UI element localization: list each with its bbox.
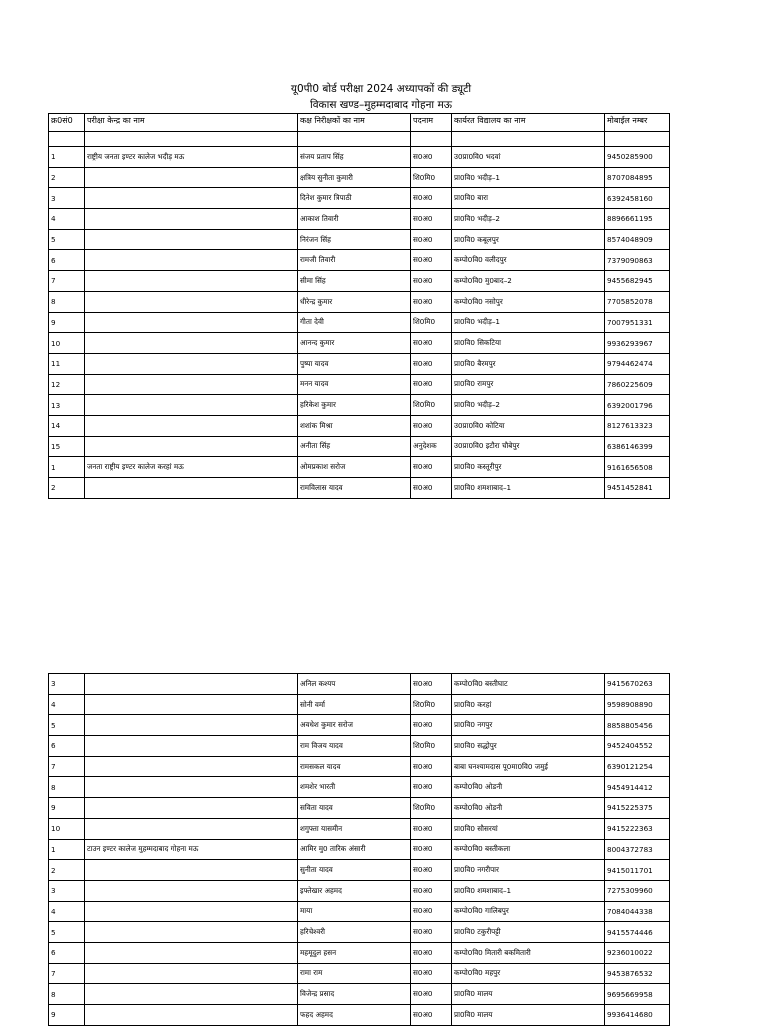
table-row — [49, 415, 670, 436]
table-row — [49, 942, 670, 963]
invigilator-cell: आमिर मु0 तारिक अंसारी — [298, 839, 411, 860]
header-mobile: मोबाईल नम्बर — [605, 114, 670, 132]
table-row — [49, 478, 670, 499]
mobile-cell: 9450285900 — [605, 147, 670, 168]
serial-cell: 13 — [49, 395, 85, 416]
designation-cell: स0अ0 — [411, 839, 452, 860]
blank-cell — [605, 132, 670, 147]
school-cell: प्रा0वि0 नगरीपार — [452, 860, 605, 881]
serial-cell: 2 — [49, 860, 85, 881]
school-cell: प्रा0वि0 बैरमपुर — [452, 353, 605, 374]
invigilator-cell: दिनेश कुमार त्रिपाठी — [298, 188, 411, 209]
invigilator-cell: राम विजय यादव — [298, 736, 411, 757]
invigilator-cell: क्षत्रिय सुनीता कुमारी — [298, 167, 411, 188]
mobile-cell: 9161656508 — [605, 457, 670, 478]
serial-cell: 4 — [49, 901, 85, 922]
school-cell: प्रा0वि0 कस्तूरीपुर — [452, 457, 605, 478]
mobile-cell: 9415670263 — [605, 674, 670, 695]
serial-cell: 4 — [49, 694, 85, 715]
designation-cell: स0अ0 — [411, 1005, 452, 1026]
blank-cell — [452, 132, 605, 147]
school-cell: प्रा0वि0 नगपुर — [452, 715, 605, 736]
table-row — [49, 250, 670, 271]
serial-cell: 7 — [49, 271, 85, 292]
exam-center-cell — [85, 736, 298, 757]
mobile-cell: 9455682945 — [605, 271, 670, 292]
table-row — [49, 374, 670, 395]
school-cell: कम्पो0वि0 महपुर — [452, 963, 605, 984]
serial-cell: 6 — [49, 942, 85, 963]
school-cell: प्रा0वि0 कबूलपुर — [452, 229, 605, 250]
school-cell: कम्पो0वि0 मु0बाद–2 — [452, 271, 605, 292]
table-row — [49, 880, 670, 901]
invigilator-cell: ओमप्रकाश सरोज — [298, 457, 411, 478]
serial-cell: 9 — [49, 1005, 85, 1026]
designation-cell: शि0मि0 — [411, 694, 452, 715]
invigilator-cell: रामसकल यादव — [298, 756, 411, 777]
designation-cell: स0अ0 — [411, 209, 452, 230]
serial-cell: 14 — [49, 415, 85, 436]
designation-cell: स0अ0 — [411, 478, 452, 499]
exam-center-cell — [85, 167, 298, 188]
header-exam-center: परीक्षा केन्द्र का नाम — [85, 114, 298, 132]
mobile-cell: 6392001796 — [605, 395, 670, 416]
mobile-cell: 9936293967 — [605, 333, 670, 354]
mobile-cell: 9454914412 — [605, 777, 670, 798]
invigilator-cell: माया — [298, 901, 411, 922]
school-cell: प्रा0वि0 सद्धोपुर — [452, 736, 605, 757]
exam-center-cell — [85, 436, 298, 457]
exam-center-cell — [85, 312, 298, 333]
school-cell: प्रा0वि0 शमशाबाद–1 — [452, 478, 605, 499]
designation-cell: स0अ0 — [411, 963, 452, 984]
invigilator-cell: हरिकेश कुमार — [298, 395, 411, 416]
designation-cell: स0अ0 — [411, 984, 452, 1005]
duty-table-1 — [48, 113, 670, 499]
mobile-cell: 9453876532 — [605, 963, 670, 984]
designation-cell: स0अ0 — [411, 715, 452, 736]
exam-center-cell: राष्ट्रीय जनता इण्टर कालेज भदीड़ मऊ — [85, 147, 298, 168]
invigilator-cell: अनीता सिंह — [298, 436, 411, 457]
exam-center-cell — [85, 333, 298, 354]
designation-cell: शि0मि0 — [411, 798, 452, 819]
designation-cell: स0अ0 — [411, 922, 452, 943]
serial-cell: 10 — [49, 333, 85, 354]
mobile-cell: 9451452841 — [605, 478, 670, 499]
school-cell: बाबा घनश्यामदास पू0मा0वि0 जमुई — [452, 756, 605, 777]
exam-center-cell — [85, 715, 298, 736]
header-school: कार्यरत विद्यालय का नाम — [452, 114, 605, 132]
designation-cell: स0अ0 — [411, 291, 452, 312]
table-row — [49, 436, 670, 457]
exam-center-cell: टाउन इण्टर कालेज मुहम्मदाबाद गोहना मऊ — [85, 839, 298, 860]
invigilator-cell: धीरेन्द्र कुमार — [298, 291, 411, 312]
invigilator-cell: अनिल कश्यप — [298, 674, 411, 695]
serial-cell: 9 — [49, 798, 85, 819]
header-invigilator: कक्ष निरीक्षकों का नाम — [298, 114, 411, 132]
mobile-cell: 9236010022 — [605, 942, 670, 963]
school-cell: कम्पो0वि0 नसोपुर — [452, 291, 605, 312]
mobile-cell: 8896661195 — [605, 209, 670, 230]
blank-cell — [49, 132, 85, 147]
table-row — [49, 333, 670, 354]
exam-center-cell — [85, 694, 298, 715]
invigilator-cell: रामजी तिवारी — [298, 250, 411, 271]
mobile-cell: 9794462474 — [605, 353, 670, 374]
mobile-cell: 7275309960 — [605, 880, 670, 901]
exam-center-cell — [85, 818, 298, 839]
designation-cell: शि0मि0 — [411, 312, 452, 333]
school-cell: प्रा0वि0 रामपुर — [452, 374, 605, 395]
invigilator-cell: रामा राम — [298, 963, 411, 984]
school-cell: कम्पो0वि0 गालिबपुर — [452, 901, 605, 922]
serial-cell: 11 — [49, 353, 85, 374]
table-row — [49, 674, 670, 695]
invigilator-cell: फहद अहमद — [298, 1005, 411, 1026]
header-designation: पदनाम — [411, 114, 452, 132]
designation-cell: स0अ0 — [411, 250, 452, 271]
table-row — [49, 1005, 670, 1026]
school-cell: प्रा0वि0 भदीड़–1 — [452, 167, 605, 188]
exam-center-cell — [85, 374, 298, 395]
mobile-cell: 9415225375 — [605, 798, 670, 819]
serial-cell: 5 — [49, 922, 85, 943]
mobile-cell: 7705852078 — [605, 291, 670, 312]
school-cell: कम्पो0वि0 मितारी बकमितारी — [452, 942, 605, 963]
mobile-cell: 6386146399 — [605, 436, 670, 457]
exam-center-cell — [85, 209, 298, 230]
mobile-cell: 8574048909 — [605, 229, 670, 250]
designation-cell: शि0मि0 — [411, 395, 452, 416]
exam-center-cell — [85, 963, 298, 984]
table-row — [49, 353, 670, 374]
school-cell: प्रा0वि0 बारा — [452, 188, 605, 209]
mobile-cell: 8004372783 — [605, 839, 670, 860]
duty-table-2 — [48, 673, 670, 1026]
invigilator-cell: महमूदुल हसन — [298, 942, 411, 963]
designation-cell: अनुदेशक — [411, 436, 452, 457]
school-cell: कम्पो0वि0 ओडनी — [452, 798, 605, 819]
designation-cell: स0अ0 — [411, 942, 452, 963]
mobile-cell: 9598908890 — [605, 694, 670, 715]
table-row — [49, 694, 670, 715]
serial-cell: 5 — [49, 715, 85, 736]
serial-cell: 1 — [49, 839, 85, 860]
table-row — [49, 798, 670, 819]
school-cell: प्रा0वि0 शमशाबाद–1 — [452, 880, 605, 901]
table-row — [49, 839, 670, 860]
exam-center-cell — [85, 922, 298, 943]
serial-cell: 1 — [49, 457, 85, 478]
table-row — [49, 271, 670, 292]
designation-cell: शि0मि0 — [411, 736, 452, 757]
serial-cell: 6 — [49, 736, 85, 757]
serial-cell: 8 — [49, 777, 85, 798]
school-cell: उ0प्रा0वि0 भदवां — [452, 147, 605, 168]
table-row — [49, 715, 670, 736]
designation-cell: स0अ0 — [411, 818, 452, 839]
invigilator-cell: अवधेश कुमार सरोज — [298, 715, 411, 736]
school-cell: प्रा0वि0 सौसरयां — [452, 818, 605, 839]
school-cell: कम्पो0वि0 ओडनी — [452, 777, 605, 798]
exam-center-cell — [85, 1005, 298, 1026]
designation-cell: स0अ0 — [411, 457, 452, 478]
serial-cell: 2 — [49, 167, 85, 188]
table-row — [49, 167, 670, 188]
invigilator-cell: सीमा सिंह — [298, 271, 411, 292]
designation-cell: स0अ0 — [411, 415, 452, 436]
exam-center-cell — [85, 250, 298, 271]
mobile-cell: 6392458160 — [605, 188, 670, 209]
blank-row — [49, 132, 670, 147]
designation-cell: स0अ0 — [411, 674, 452, 695]
table-row — [49, 756, 670, 777]
serial-cell: 12 — [49, 374, 85, 395]
school-cell: उ0प्रा0वि0 कोटिया — [452, 415, 605, 436]
exam-center-cell — [85, 860, 298, 881]
invigilator-cell: संजय प्रताप सिंह — [298, 147, 411, 168]
mobile-cell: 7860225609 — [605, 374, 670, 395]
mobile-cell: 9415011701 — [605, 860, 670, 881]
serial-cell: 8 — [49, 984, 85, 1005]
designation-cell: स0अ0 — [411, 188, 452, 209]
mobile-cell: 9415222363 — [605, 818, 670, 839]
invigilator-cell: सविता यादव — [298, 798, 411, 819]
invigilator-cell: मनन यादव — [298, 374, 411, 395]
mobile-cell: 9452404552 — [605, 736, 670, 757]
school-cell: प्रा0वि0 करहां — [452, 694, 605, 715]
designation-cell: स0अ0 — [411, 229, 452, 250]
serial-cell: 2 — [49, 478, 85, 499]
designation-cell: स0अ0 — [411, 271, 452, 292]
exam-center-cell — [85, 478, 298, 499]
mobile-cell: 8127613323 — [605, 415, 670, 436]
serial-cell: 3 — [49, 674, 85, 695]
table-row — [49, 736, 670, 757]
serial-cell: 6 — [49, 250, 85, 271]
table-row — [49, 901, 670, 922]
table-row — [49, 188, 670, 209]
invigilator-cell: सुनीता यादव — [298, 860, 411, 881]
mobile-cell: 7379090863 — [605, 250, 670, 271]
table-row — [49, 963, 670, 984]
table-row — [49, 984, 670, 1005]
exam-center-cell — [85, 880, 298, 901]
mobile-cell: 8858805456 — [605, 715, 670, 736]
designation-cell: स0अ0 — [411, 880, 452, 901]
exam-center-cell — [85, 798, 298, 819]
school-cell: प्रा0वि0 भदीड़–1 — [452, 312, 605, 333]
invigilator-cell: सोनी वर्मा — [298, 694, 411, 715]
mobile-cell: 8707084895 — [605, 167, 670, 188]
exam-center-cell — [85, 395, 298, 416]
school-cell: कम्पो0वि0 बस्तीघाट — [452, 674, 605, 695]
exam-center-cell — [85, 942, 298, 963]
serial-cell: 3 — [49, 880, 85, 901]
serial-cell: 9 — [49, 312, 85, 333]
table-row — [49, 229, 670, 250]
exam-center-cell — [85, 756, 298, 777]
exam-center-cell — [85, 777, 298, 798]
blank-cell — [298, 132, 411, 147]
invigilator-cell: शगुफ्ता यासमीन — [298, 818, 411, 839]
exam-center-cell — [85, 291, 298, 312]
invigilator-cell: हरिचेश्वरी — [298, 922, 411, 943]
invigilator-cell: पुष्पा यादव — [298, 353, 411, 374]
table-row — [49, 209, 670, 230]
serial-cell: 1 — [49, 147, 85, 168]
serial-cell: 8 — [49, 291, 85, 312]
serial-cell: 4 — [49, 209, 85, 230]
designation-cell: स0अ0 — [411, 756, 452, 777]
document-subtitle: विकास खण्ड–मुहम्मदाबाद गोहना मऊ — [309, 99, 453, 111]
school-cell: प्रा0वि0 टकुरीपट्टी — [452, 922, 605, 943]
invigilator-cell: रामविलास यादव — [298, 478, 411, 499]
designation-cell: शि0मि0 — [411, 167, 452, 188]
mobile-cell: 9415574446 — [605, 922, 670, 943]
invigilator-cell: आकाश तिवारी — [298, 209, 411, 230]
mobile-cell: 9695669958 — [605, 984, 670, 1005]
blank-cell — [85, 132, 298, 147]
exam-center-cell — [85, 415, 298, 436]
designation-cell: स0अ0 — [411, 353, 452, 374]
serial-cell: 10 — [49, 818, 85, 839]
invigilator-cell: शमशेर भारती — [298, 777, 411, 798]
header-serial: क्र0सं0 — [49, 114, 85, 132]
mobile-cell: 7084044338 — [605, 901, 670, 922]
school-cell: कम्पो0वि0 वलीदपुर — [452, 250, 605, 271]
exam-center-cell: जनता राष्ट्रीय इण्टर कालेज करहां मऊ — [85, 457, 298, 478]
blank-cell — [411, 132, 452, 147]
exam-center-cell — [85, 353, 298, 374]
table-row — [49, 291, 670, 312]
invigilator-cell: निरंजन सिंह — [298, 229, 411, 250]
table-row — [49, 777, 670, 798]
table-row — [49, 860, 670, 881]
designation-cell: स0अ0 — [411, 860, 452, 881]
exam-center-cell — [85, 674, 298, 695]
exam-center-cell — [85, 984, 298, 1005]
document-title: यू0पी0 बोर्ड परीक्षा 2024 अध्यापकों की ड्यूटी — [290, 83, 472, 95]
mobile-cell: 7007951331 — [605, 312, 670, 333]
mobile-cell: 9936414680 — [605, 1005, 670, 1026]
designation-cell: स0अ0 — [411, 147, 452, 168]
table-row — [49, 147, 670, 168]
serial-cell: 7 — [49, 756, 85, 777]
school-cell: उ0प्रा0वि0 इटौरा चौबेपुर — [452, 436, 605, 457]
invigilator-cell: गीता देवी — [298, 312, 411, 333]
table-row — [49, 922, 670, 943]
table-header-row — [49, 114, 670, 132]
designation-cell: स0अ0 — [411, 901, 452, 922]
table-row — [49, 395, 670, 416]
serial-cell: 3 — [49, 188, 85, 209]
serial-cell: 15 — [49, 436, 85, 457]
school-cell: प्रा0वि0 मालय — [452, 984, 605, 1005]
school-cell: प्रा0वि0 भदीड़–2 — [452, 209, 605, 230]
exam-center-cell — [85, 229, 298, 250]
school-cell: प्रा0वि0 मालय — [452, 1005, 605, 1026]
exam-center-cell — [85, 188, 298, 209]
exam-center-cell — [85, 901, 298, 922]
invigilator-cell: शशांक मिश्रा — [298, 415, 411, 436]
invigilator-cell: आनन्द कुमार — [298, 333, 411, 354]
mobile-cell: 6390121254 — [605, 756, 670, 777]
designation-cell: स0अ0 — [411, 333, 452, 354]
school-cell: कम्पो0वि0 बस्तीकला — [452, 839, 605, 860]
exam-center-cell — [85, 271, 298, 292]
table-row — [49, 457, 670, 478]
invigilator-cell: विजेन्द्र प्रसाद — [298, 984, 411, 1005]
table-row — [49, 818, 670, 839]
serial-cell: 5 — [49, 229, 85, 250]
school-cell: प्रा0वि0 सिकटिया — [452, 333, 605, 354]
serial-cell: 7 — [49, 963, 85, 984]
table-row — [49, 312, 670, 333]
invigilator-cell: इफ्तेखार अहमद — [298, 880, 411, 901]
school-cell: प्रा0वि0 भदीड़–2 — [452, 395, 605, 416]
designation-cell: स0अ0 — [411, 374, 452, 395]
designation-cell: स0अ0 — [411, 777, 452, 798]
